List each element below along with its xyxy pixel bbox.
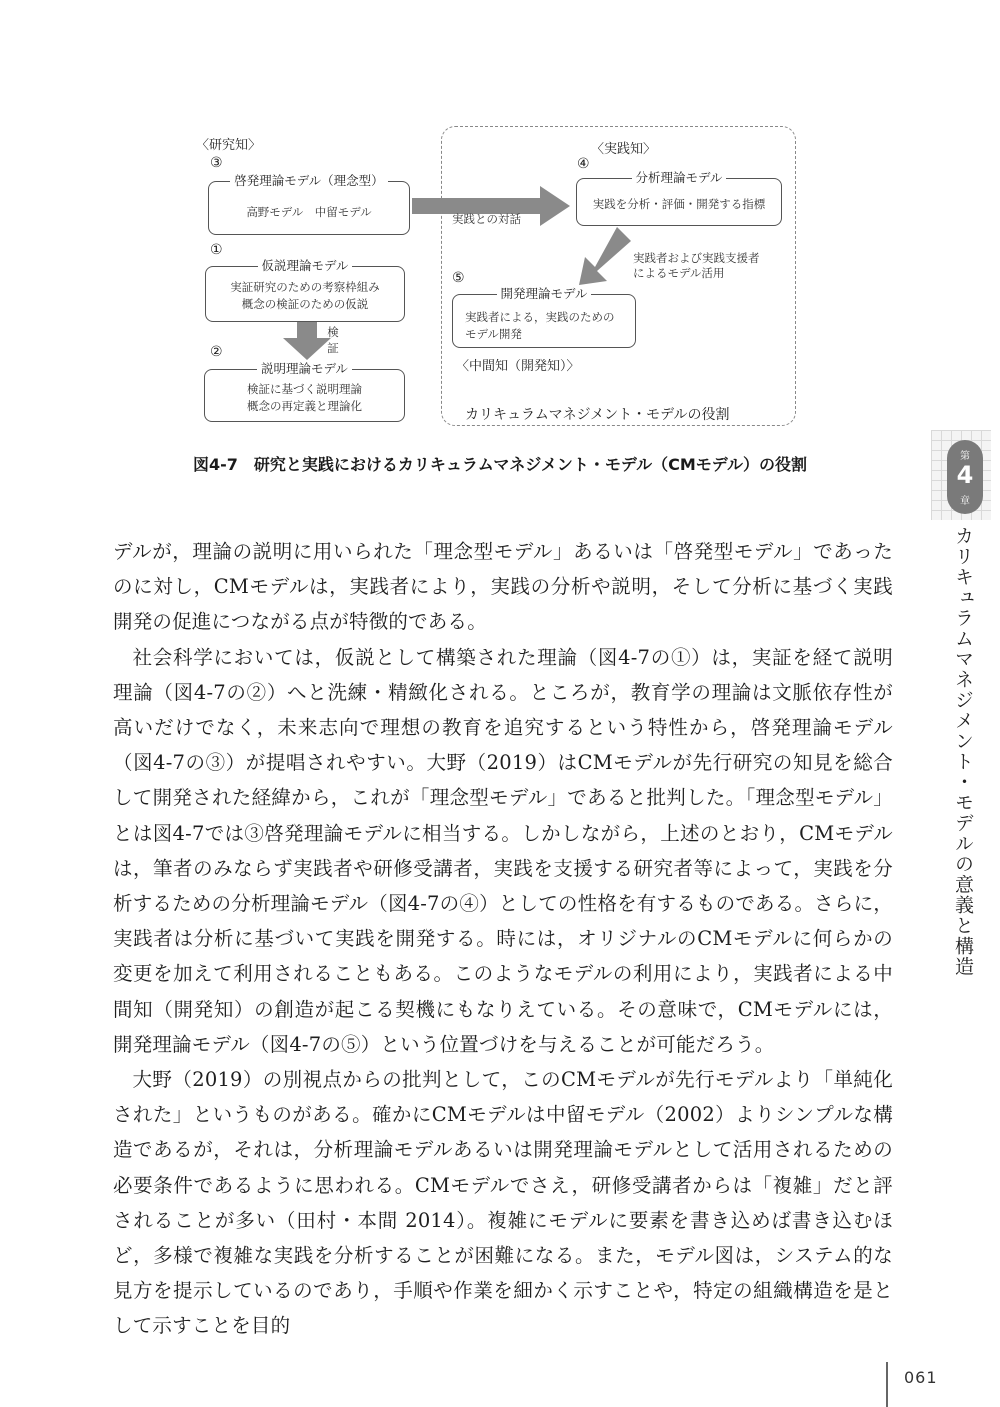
figure-caption: 図4-7 研究と実践におけるカリキュラムマネジメント・モデル（CMモデル）の役割 [192,455,807,474]
model-1-body-1: 実証研究のための考察枠組み [230,280,380,294]
arrow-verify-icon [283,318,331,360]
model-4-body: 実践を分析・評価・開発する指標 [592,197,766,211]
chapter-number: 4 [956,461,974,489]
model-1-number: ① [210,242,223,258]
page-number-rule [886,1362,888,1407]
paragraph-2: 社会科学においては，仮説として構築された理論（図4-7の①）は，実証を経て説明理論（図4-7の②）へと洗練・精緻化される。ところが，教育学の理論は文脈依存性が高いだけでなく，未来志向で理想の教育を追究するという特性から，啓発理論モデル（図4-7の③）が提唱されやすい。大野（2019）はCMモデルが先行研究の知見を総合して開発された経緯から，これが「理念型モデル」であると批判した。「理念型モデル」とは図4-7では③啓発理論モデルに相当する。しかしながら，上述のとおり，CMモデルは，筆者のみならず実践者や研修受講者，実践を支援する研究者等によって，実践を分析するための分析理論モデル（図4-7の④）としての性格を有するものである。さらに，実践者は分析に基づいて実践を開発する。時には，オリジナルのCMモデルに何らかの変更を加えて利用されることもある。このようなモデルの利用により，実践者による中間知（開発知）の創造が起こる契機にもなりえている。その意味で，CMモデルには，開発理論モデル（図4-7の⑤）という位置づけを与えることが可能だろう。 [113,645,893,1056]
model-1-box [205,258,405,322]
paragraph-1: デルが，理論の説明に用いられた「理念型モデル」あるいは「啓発型モデル」であったのに対し，CMモデルは，実践者により，実践の分析や説明，そして分析に基づく実践開発の促進につながる点が特徴的である。 [113,540,893,634]
model-5-box [452,286,636,348]
model-2-number: ② [210,344,223,360]
model-1-body-2: 概念の検証のための仮説 [241,297,369,311]
chapter-prefix: 第 [960,451,970,462]
model-3-number: ③ [210,155,223,171]
arrow-verify-label: 検証 [327,325,339,355]
model-2-title: 説明理論モデル [257,361,352,376]
arrow-practitioner-label-1: 実践者および実践支援者 [633,251,760,265]
frame-caption: カリキュラムマネジメント・モデルの役割 [465,407,730,423]
figure-arrows [0,0,1000,500]
research-knowledge-label: 〈研究知〉 [196,138,262,153]
model-4-title: 分析理論モデル [632,170,727,185]
model-4-number: ④ [577,156,590,172]
chapter-title: カリキュラムマネジメント・モデルの意義と構造 [952,526,974,977]
arrow-dialogue-label: 実践との対話 [452,212,521,226]
model-5-title: 開発理論モデル [497,286,592,301]
model-5-body-1: 実践者による，実践のための [465,310,615,324]
model-5-number: ⑤ [452,270,465,286]
figure-4-7 [0,0,1000,500]
chapter-suffix: 章 [960,496,970,507]
model-5-body-2: モデル開発 [465,327,522,341]
model-3-body: 高野モデル 中留モデル [246,205,372,219]
paragraph-3: 大野（2019）の別視点からの批判として，このCMモデルが先行モデルより「単純化された」というものがある。確かにCMモデルは中留モデル（2002）よりシンプルな構造であるが，それは，分析理論モデルあるいは開発理論モデルとして活用されるための必要条件であるように思われる。CMモデルでさえ，研修受講者からは「複雑」だと評されることが多い（田村・本間 2014）。複雑にモデルに要素を書き込めば書き込むほど，多様で複雑な実践を分析することが困難になる。また，モデル図は，システム的な見方を提示しているのであり，手順や作業を細かく示すことや，特定の組織構造を是として示すことを目的 [113,1068,893,1338]
page-number: 061 [904,1368,938,1387]
middle-knowledge-label: 〈中間知（開発知）〉 [456,359,580,374]
model-3-title: 啓発理論モデル（理念型） [230,173,387,188]
model-1-title: 仮説理論モデル [258,258,353,273]
arrow-practitioner-label-2: によるモデル活用 [633,266,725,280]
model-3-box [208,173,410,235]
body-text [113,534,893,1344]
arrow-practitioner-icon [579,227,631,285]
model-4-box [576,170,782,226]
model-2-body-1: 検証に基づく説明理論 [247,382,362,396]
practice-knowledge-label: 〈実践知〉 [591,142,657,157]
chapter-badge [947,440,983,514]
model-2-body-2: 概念の再定義と理論化 [247,399,362,413]
model-2-box [204,361,405,422]
